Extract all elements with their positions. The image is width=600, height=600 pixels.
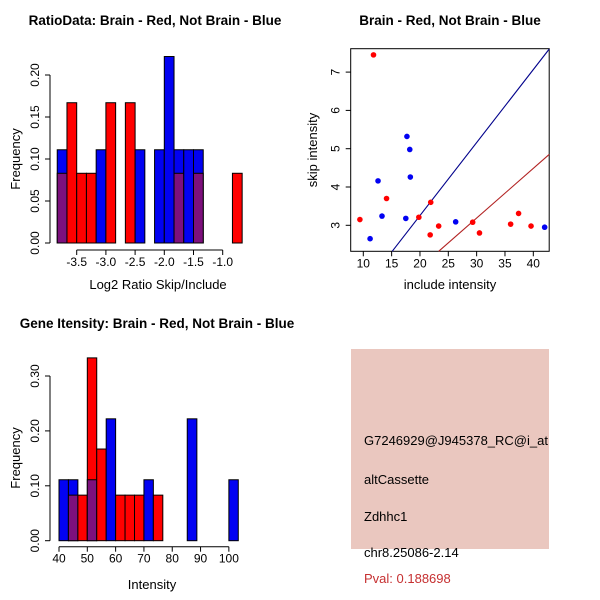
x-tick-label: -3.0: [95, 255, 117, 269]
histogram-bar: [155, 150, 165, 243]
y-tick-label: 0.30: [28, 364, 42, 388]
panel-gene-intensity-histogram: [0, 300, 300, 600]
x-tick-label: -2.5: [124, 255, 146, 269]
y-tick-label: 7: [328, 68, 343, 76]
genome-location-text: chr8.25086-2.14: [364, 545, 459, 560]
x-tick-label: -3.5: [66, 255, 88, 269]
histogram-bar: [125, 103, 135, 243]
x-tick-label: -1.5: [183, 255, 204, 269]
x-tick-label: 35: [498, 256, 512, 271]
histogram-bar-overlap: [68, 495, 77, 541]
ratio-hist-ylabel: Frequency: [8, 128, 23, 190]
data-point: [384, 196, 390, 202]
histogram-bar: [59, 480, 68, 541]
x-tick-label: 40: [526, 256, 540, 271]
y-tick-label: 6: [328, 107, 343, 114]
y-tick-label: 0.10: [28, 147, 42, 171]
y-tick-label: 0.15: [28, 105, 42, 129]
ratio-hist-title: RatioData: Brain - Red, Not Brain - Blue: [28, 13, 282, 28]
histogram-bar: [144, 480, 153, 541]
data-point: [371, 52, 377, 58]
x-tick-label: 80: [165, 551, 179, 566]
histogram-bar-overlap: [194, 173, 204, 243]
info-box: [351, 349, 549, 586]
scatter-xlabel: include intensity: [403, 277, 497, 292]
x-tick-label: -1.0: [212, 255, 234, 269]
histogram-bar-overlap: [174, 173, 184, 243]
x-tick-label: 30: [469, 256, 484, 271]
histogram-bar: [116, 495, 125, 541]
x-tick-label: 50: [80, 551, 94, 566]
data-point: [375, 178, 381, 184]
data-point: [528, 223, 534, 229]
data-point: [403, 216, 409, 222]
x-tick-label: 40: [52, 551, 66, 566]
data-point: [516, 211, 522, 217]
gene-hist-title: Gene Itensity: Brain - Red, Not Brain - Blue: [19, 316, 295, 331]
histogram-bar: [96, 150, 106, 243]
data-point: [542, 224, 548, 230]
data-point: [508, 221, 514, 227]
data-point: [427, 232, 433, 238]
ratio-hist-plot-area: [28, 57, 242, 269]
data-point: [470, 219, 476, 225]
data-point: [407, 147, 413, 153]
histogram-bar: [106, 419, 115, 541]
y-tick-label: 0.20: [28, 63, 42, 87]
y-tick-label: 0.10: [28, 474, 42, 498]
histogram-bar-overlap: [87, 480, 96, 541]
histogram-bar: [135, 150, 145, 243]
data-point: [428, 200, 434, 206]
data-point: [477, 230, 483, 236]
scatter-title: Brain - Red, Not Brain - Blue: [359, 13, 541, 28]
data-point: [453, 219, 459, 225]
histogram-bar: [229, 480, 238, 541]
histogram-bar: [97, 449, 106, 541]
data-point: [404, 134, 410, 140]
pval-text: Pval: 0.188698: [364, 571, 451, 586]
ratio-histogram-bars: [57, 57, 242, 243]
histogram-bar: [187, 419, 197, 541]
histogram-bar: [106, 103, 116, 243]
histogram-bar: [67, 103, 77, 243]
data-point: [367, 236, 373, 242]
histogram-bar: [86, 173, 96, 243]
data-point: [357, 217, 363, 223]
y-tick-label: 4: [328, 183, 343, 191]
y-tick-label: 0.00: [28, 231, 42, 255]
histogram-bar: [164, 57, 174, 243]
gene-hist-plot-area: [28, 358, 239, 566]
x-tick-label: 60: [108, 551, 123, 566]
x-tick-label: 20: [413, 256, 427, 271]
histogram-bar: [77, 173, 87, 243]
scatter-ylabel: skip intensity: [305, 112, 320, 188]
gene-hist-ylabel: Frequency: [8, 427, 23, 489]
data-point: [408, 174, 414, 180]
intensity-scatter-points-brain: [357, 52, 534, 238]
x-tick-label: 90: [193, 551, 208, 566]
panel-ratio-histogram: [0, 0, 300, 300]
y-tick-label: 0.20: [28, 419, 42, 443]
data-point: [416, 214, 422, 220]
histogram-bar-overlap: [57, 173, 67, 243]
probe-id-text: G7246929@J945378_RC@i_at: [364, 433, 548, 448]
intensity-scatter-tick-labels: [329, 68, 541, 270]
ratio-hist-xlabel: Log2 Ratio Skip/Include: [89, 277, 227, 292]
y-tick-label: 0.05: [28, 189, 42, 213]
splice-event-type-text: altCassette: [364, 472, 430, 487]
panel-gene-info: [300, 300, 600, 600]
x-tick-label: 10: [356, 256, 370, 271]
y-tick-label: 0.00: [28, 529, 42, 553]
histogram-bar: [125, 495, 134, 541]
histogram-bar: [78, 495, 87, 541]
plot-box: [351, 49, 550, 252]
histogram-bar: [135, 495, 144, 541]
y-tick-label: 5: [328, 145, 343, 153]
data-point: [436, 223, 442, 229]
scatter-plot-area: [329, 49, 550, 271]
x-tick-label: 25: [441, 256, 455, 271]
x-tick-label: -2.0: [153, 255, 175, 269]
panel-intensity-scatter: [300, 0, 600, 300]
intensity-scatter-points-not-brain: [367, 134, 547, 242]
x-tick-label: 15: [384, 256, 399, 271]
data-point: [379, 213, 385, 219]
gene-symbol-text: Zdhhc1: [364, 509, 408, 524]
histogram-bar: [232, 173, 242, 243]
gene-hist-xlabel: Intensity: [127, 577, 177, 592]
y-tick-label: 3: [328, 221, 343, 229]
x-tick-label: 70: [137, 551, 151, 566]
histogram-bar: [153, 495, 162, 541]
intensity-scatter-axes: [346, 49, 550, 257]
histogram-bar: [184, 150, 194, 243]
brain-fit-line: [439, 154, 550, 251]
gene-intensity-histogram-bars: [59, 358, 238, 541]
x-tick-label: 100: [218, 551, 239, 566]
